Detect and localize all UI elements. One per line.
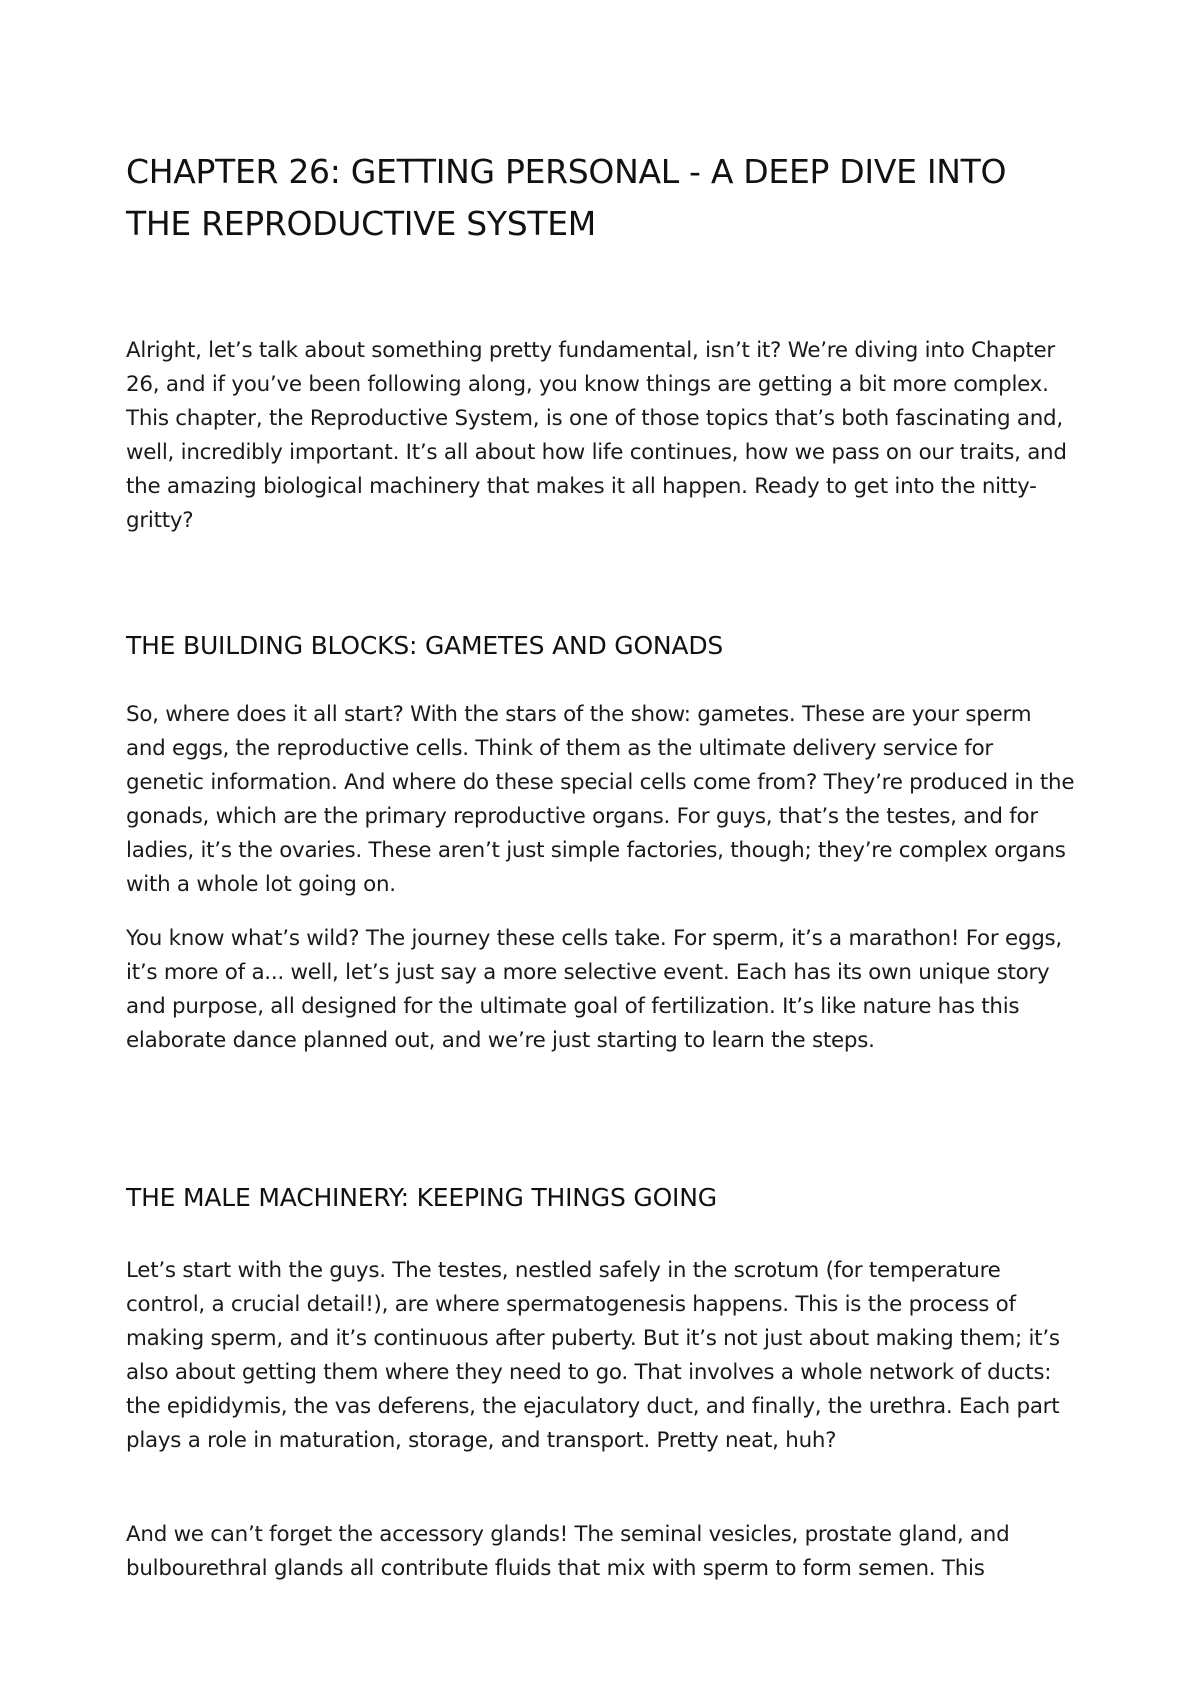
paragraph-accessory-glands: And we can’t forget the accessory glands! The seminal vesicles, prostate gland, and bulbourethral glands all contribute fluids that mix with sperm to form semen. This: [126, 1522, 1010, 1581]
section-heading-male-machinery: THE MALE MACHINERY: KEEPING THINGS GOING: [126, 1183, 717, 1212]
paragraph-cell-journey: You know what’s wild? The journey these cells take. For sperm, it’s a marathon! For eggs, it’s more of a... well, let’s just say a more selective event. Each has its own unique story and purpose, all designed for the ultimate goal of fertilization. It’s like nature has this elaborate dance planned out, and we’re just starting to learn the steps.: [126, 926, 1062, 1053]
section-heading-building-blocks: THE BUILDING BLOCKS: GAMETES AND GONADS: [126, 631, 724, 660]
paragraph-male-testes: Let’s start with the guys. The testes, nestled safely in the scrotum (for temperature control, a crucial detail!), are where spermatogenesis happens. This is the process of making sperm, and it’s continuous after puberty. But it’s not just about making them; it’s also about getting them where they need to go. That involves a whole network of ducts: the epididymis, the vas deferens, the ejaculatory duct, and finally, the urethra. Each part plays a role in maturation, storage, and transport. Pretty neat, huh?: [126, 1258, 1060, 1453]
chapter-title: CHAPTER 26: GETTING PERSONAL - A DEEP DIVE INTO THE REPRODUCTIVE SYSTEM: [126, 152, 1007, 243]
paragraph-gametes-gonads: So, where does it all start? With the stars of the show: gametes. These are your sperm and eggs, the reproductive cells. Think of them as the ultimate delivery service for genetic information. And where do these special cells come from? They’re produced in the gonads, which are the primary reproductive organs. For guys, that’s the testes, and for ladies, it’s the ovaries. These aren’t just simple factories, though; they’re complex organs with a whole lot going on.: [126, 702, 1075, 897]
intro-paragraph: Alright, let’s talk about something pretty fundamental, isn’t it? We’re diving into Chapter 26, and if you’ve been following along, you know things are getting a bit more complex. This chapter, the Reproductive System, is one of those topics that’s both fascinating and, well, incredibly important. It’s all about how life continues, how we pass on our traits, and the amazing biological machinery that makes it all happen. Ready to get into the nitty-gritty?: [126, 338, 1067, 533]
